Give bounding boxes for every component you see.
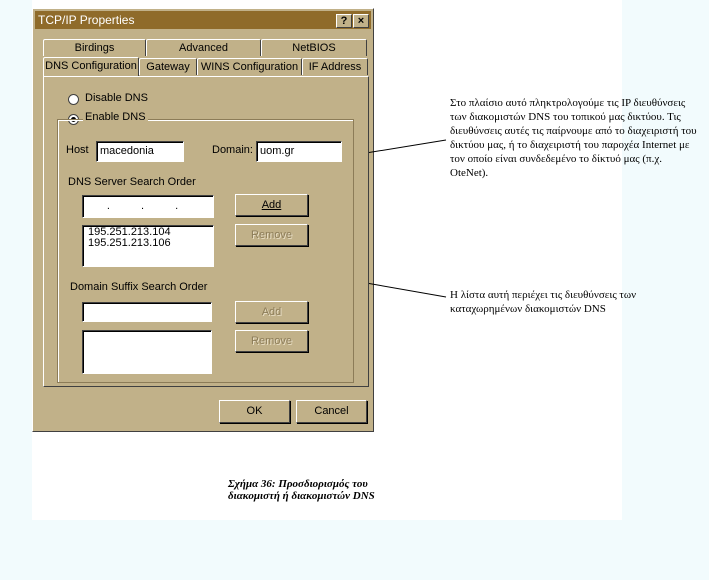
domain-suffix-remove-button[interactable]: Remove (235, 330, 308, 352)
domain-suffix-add-button[interactable]: Add (235, 301, 308, 323)
figure-caption-line-2: διακομιστή ή διακομιστών DNS (228, 490, 375, 502)
figure-caption-line-1: Σχήμα 36: Προσδιορισμός του (228, 478, 368, 490)
ok-button[interactable]: OK (219, 400, 290, 423)
close-button[interactable]: × (353, 14, 369, 28)
tab-advanced[interactable]: Advanced (146, 39, 261, 56)
dns-server-list[interactable] (82, 225, 214, 267)
dns-server-entry[interactable]: 195.251.213.104 (88, 226, 171, 238)
annotation-dns-servers: Στο πλαίσιο αυτό πληκτρολογούμε τις IP διευθύνσεις των διακομιστών DNS του τοπικού μας δικτύου. Τις διευθύνσεις αυτές τις παίρνουμε από το διαχειριστή του δικτύου μας, ή το διαχειριστή του παροχέα Internet με τον οποίο είναι συνδεδεμένο το δίκτυό μας (π.χ. OteNet). (450, 97, 697, 179)
window-title: TCP/IP Properties (38, 13, 135, 27)
dns-server-remove-button[interactable]: Remove (235, 224, 308, 246)
domain-label: Domain: (212, 144, 253, 156)
dns-configuration-panel (43, 76, 369, 387)
dns-server-ip-input[interactable]: . . . (82, 195, 214, 218)
domain-suffix-search-order-title: Domain Suffix Search Order (70, 281, 208, 293)
tab-dns-configuration[interactable]: DNS Configuration (43, 57, 139, 76)
domain-suffix-input[interactable] (82, 302, 212, 322)
dns-server-search-order-title: DNS Server Search Order (68, 176, 196, 188)
disable-dns-label: Disable DNS (85, 92, 148, 104)
dns-server-entry[interactable]: 195.251.213.106 (88, 237, 171, 249)
enable-dns-label: Enable DNS (85, 111, 146, 123)
tab-ip-address[interactable]: IF Address (302, 58, 368, 75)
annotation-server-list: Η λίστα αυτή περιέχει τις διευθύνσεις των καταχωρημένων διακομιστών DNS (450, 289, 637, 315)
host-label: Host (66, 144, 89, 156)
dns-server-add-button[interactable] (235, 194, 308, 216)
help-button[interactable]: ? (336, 14, 352, 28)
domain-field[interactable]: uom.gr (256, 141, 342, 162)
domain-suffix-list[interactable] (82, 330, 212, 374)
tab-netbios[interactable]: NetBIOS (261, 39, 367, 56)
host-field[interactable]: macedonia (96, 141, 184, 162)
tab-gateway[interactable]: Gateway (139, 58, 197, 75)
disable-dns-radio[interactable] (68, 94, 79, 105)
cancel-button[interactable]: Cancel (296, 400, 367, 423)
figure-caption (228, 478, 448, 502)
tab-wins-configuration[interactable]: WINS Configuration (197, 58, 302, 75)
tab-bindings[interactable]: Birdings (43, 39, 146, 56)
dns-server-add-label: Add (261, 199, 282, 211)
